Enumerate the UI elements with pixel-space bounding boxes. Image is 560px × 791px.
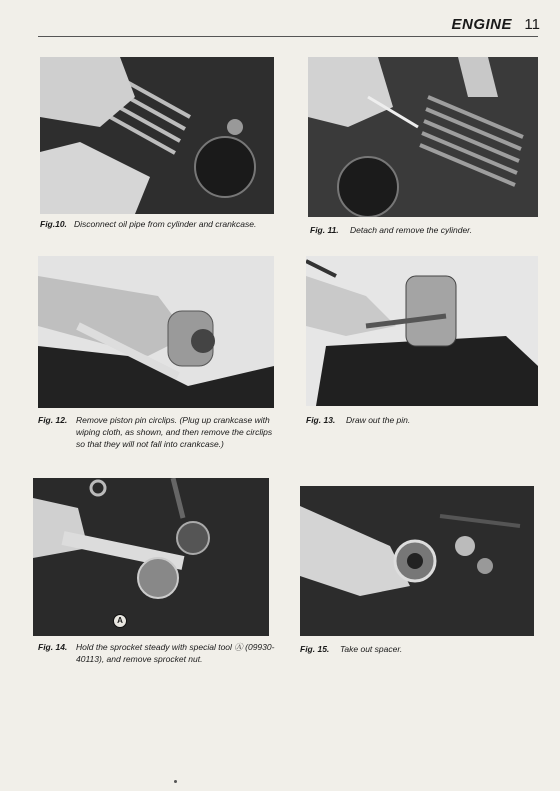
photo-fig-11 xyxy=(308,57,538,217)
callout-marker-a: A xyxy=(113,614,127,628)
figure-number: Fig. 15. xyxy=(300,644,330,654)
caption-fig-15 xyxy=(300,643,530,655)
photo-fig-13 xyxy=(306,256,538,406)
caption-text: Remove piston pin circlips. (Plug up crankcase with wiping cloth, as shown, and then remove the circlips so that they will not fall into crankcase.) xyxy=(76,415,273,449)
caption-text: Detach and remove the cylinder. xyxy=(350,225,473,235)
figure-number: Fig.10. xyxy=(40,219,67,229)
caption-fig-10 xyxy=(40,218,276,230)
figure-number: Fig. 13. xyxy=(306,415,336,425)
caption-fig-11 xyxy=(310,224,540,236)
figure-number: Fig. 14. xyxy=(38,642,68,652)
caption-fig-14 xyxy=(38,641,278,665)
caption-text: Take out spacer. xyxy=(340,644,403,654)
caption-fig-12 xyxy=(38,414,278,450)
caption-text: Disconnect oil pipe from cylinder and crankcase. xyxy=(74,219,257,229)
page-number: 11 xyxy=(524,16,540,33)
figure-number: Fig. 12. xyxy=(38,415,68,425)
caption-text: Hold the sprocket steady with special tool Ⓐ (09930-40113), and remove sprocket nut. xyxy=(76,642,275,664)
caption-fig-13 xyxy=(306,414,536,426)
photo-fig-15 xyxy=(300,486,534,636)
caption-text: Draw out the pin. xyxy=(346,415,411,425)
photo-fig-12 xyxy=(38,256,274,408)
section-title: ENGINE xyxy=(451,16,512,33)
photo-fig-14 xyxy=(33,478,269,636)
page-speck xyxy=(174,780,177,783)
header-rule xyxy=(38,36,538,37)
photo-fig-10 xyxy=(40,57,274,214)
figure-number: Fig. 11. xyxy=(310,225,339,235)
